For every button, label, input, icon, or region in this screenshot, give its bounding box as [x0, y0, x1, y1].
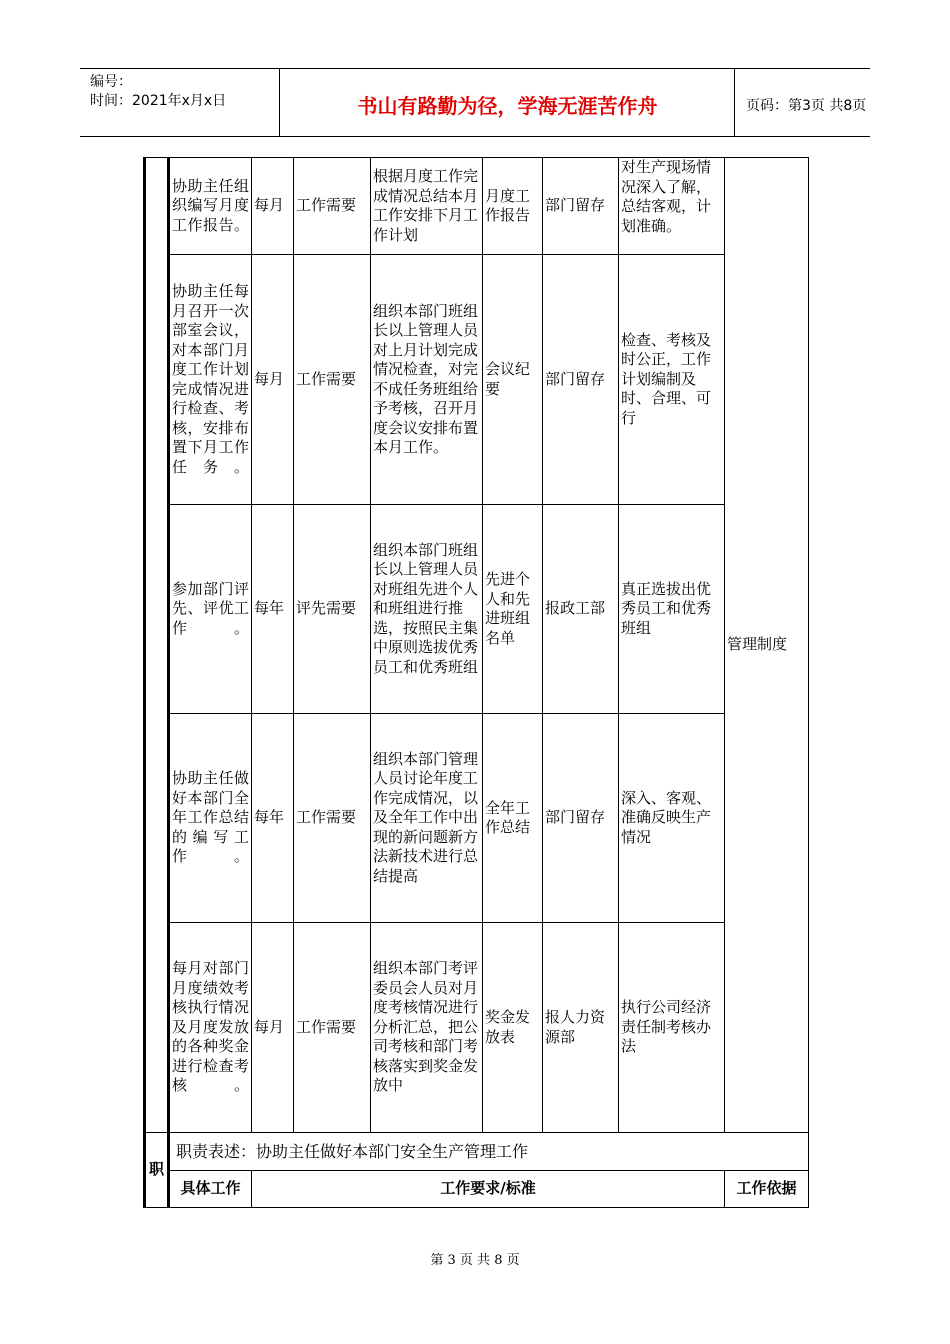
col-header-task: 具体工作 — [169, 1171, 252, 1208]
task-cell: 每月对部门月度绩效考核执行情况及月度发放的各种奖金进行检查考核。 — [169, 923, 252, 1133]
task-cell: 协助主任做好本部门全年工作总结的编写工作。 — [169, 714, 252, 923]
period-cell: 每年 — [252, 714, 294, 923]
page-header — [80, 68, 870, 137]
standard-cell: 真正选拔出优秀员工和优秀班组 — [619, 505, 725, 714]
period-cell: 每月 — [252, 923, 294, 1133]
header-page-number: 页码：第3页 共8页 — [746, 97, 867, 114]
period-cell: 每月 — [252, 158, 294, 255]
header-meta — [80, 69, 280, 136]
duty-description: 职责表述：协助主任做好本部门安全生产管理工作 — [169, 1133, 809, 1171]
table-row — [145, 255, 809, 505]
storage-cell: 报人力资源部 — [543, 923, 619, 1133]
content-cell: 组织本部门考评委员会人员对月度考核情况进行分析汇总，把公司考核和部门考核落实到奖金发放中 — [371, 923, 483, 1133]
standard-cell: 执行公司经济责任制考核办法 — [619, 923, 725, 1133]
duty-side-label: 职 — [145, 1133, 169, 1208]
standard-cell: 检查、考核及时公正，工作计划编制及时、合理、可行 — [619, 255, 725, 505]
output-cell: 奖金发放表 — [483, 923, 543, 1133]
trigger-cell: 工作需要 — [294, 923, 371, 1133]
storage-cell: 部门留存 — [543, 255, 619, 505]
output-cell: 全年工作总结 — [483, 714, 543, 923]
basis-cell: 管理制度 — [725, 158, 809, 1133]
content-cell: 组织本部门班组长以上管理人员对上月计划完成情况检查，对完不成任务班组给予考核，召开月度会议安排布置本月工作。 — [371, 255, 483, 505]
trigger-cell: 工作需要 — [294, 158, 371, 255]
table-row — [145, 158, 809, 255]
standard-cell: 深入、客观、准确反映生产情况 — [619, 714, 725, 923]
storage-cell: 报政工部 — [543, 505, 619, 714]
trigger-cell: 评先需要 — [294, 505, 371, 714]
table-row — [145, 505, 809, 714]
document-time: 时间：2021年x月x日 — [90, 93, 227, 109]
table-row — [145, 714, 809, 923]
duty-description-row — [145, 1133, 809, 1171]
output-cell: 先进个人和先进班组名单 — [483, 505, 543, 714]
content-cell: 组织本部门管理人员讨论年度工作完成情况，以及全年工作中出现的新问题新方法新技术进行总结提高 — [371, 714, 483, 923]
output-cell: 会议纪要 — [483, 255, 543, 505]
task-cell: 参加部门评先、评优工作。 — [169, 505, 252, 714]
standard-cell: 对生产现场情况深入了解，总结客观，计划准确。 — [619, 158, 725, 255]
col-header-requirement: 工作要求/标准 — [252, 1171, 725, 1208]
content-cell: 组织本部门班组长以上管理人员对班组先进个人和班组进行推选，按照民主集中原则选拔优秀员工和优秀班组 — [371, 505, 483, 714]
trigger-cell: 工作需要 — [294, 255, 371, 505]
content-cell: 根据月度工作完成情况总结本月工作安排下月工作计划 — [371, 158, 483, 255]
col-header-basis: 工作依据 — [725, 1171, 809, 1208]
table-row — [145, 923, 809, 1133]
period-cell: 每年 — [252, 505, 294, 714]
side-column — [145, 158, 169, 1133]
header-motto: 书山有路勤为径，学海无涯苦作舟 — [281, 69, 735, 136]
trigger-cell: 工作需要 — [294, 714, 371, 923]
task-cell: 协助主任组织编写月度工作报告。 — [169, 158, 252, 255]
period-cell: 每月 — [252, 255, 294, 505]
page-footer: 第 3 页 共 8 页 — [430, 1253, 520, 1268]
output-cell: 月度工作报告 — [483, 158, 543, 255]
storage-cell: 部门留存 — [543, 158, 619, 255]
storage-cell: 部门留存 — [543, 714, 619, 923]
duty-table — [143, 157, 809, 1208]
task-cell: 协助主任每月召开一次部室会议，对本部门月度工作计划完成情况进行检查、考核，安排布置下月工作任务。 — [169, 255, 252, 505]
document-number: 编号： — [90, 74, 132, 90]
duty-header-row — [145, 1171, 809, 1208]
